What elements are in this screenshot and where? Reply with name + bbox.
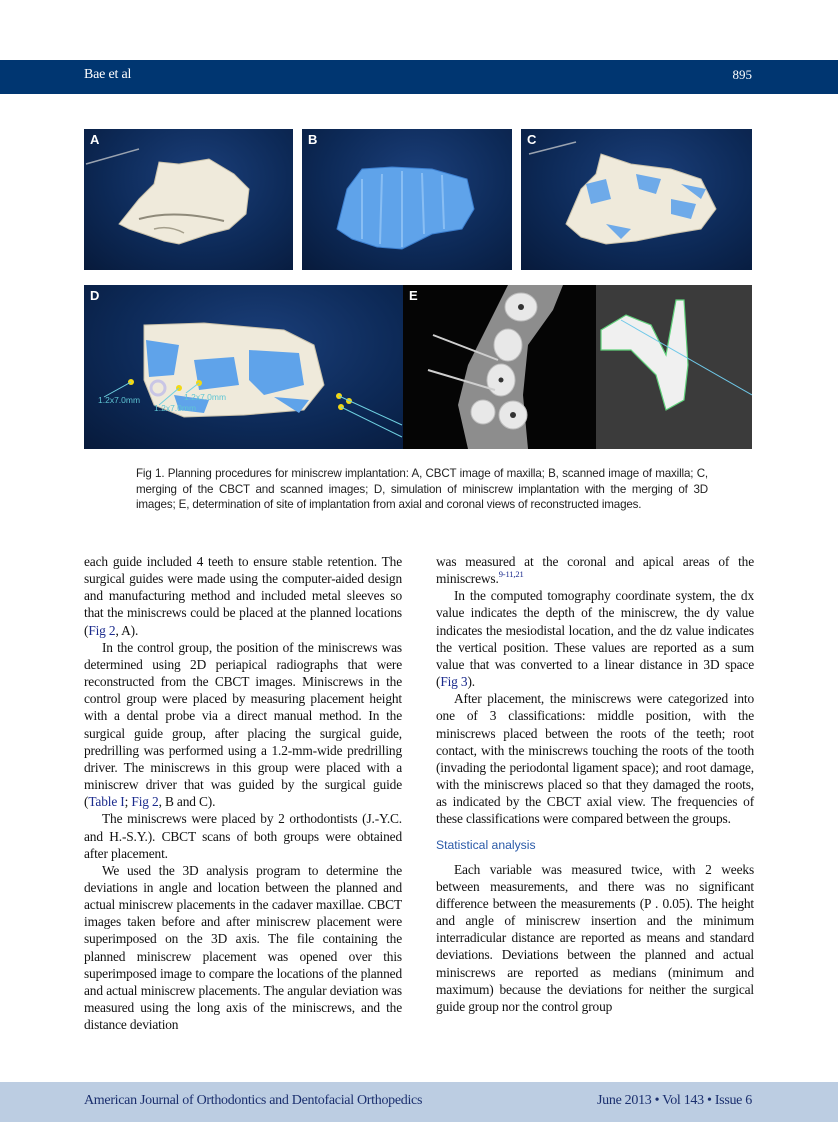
page-number: 895 — [732, 67, 752, 82]
paragraph: In the control group, the position of the miniscrews was determined using 2D periapical radiographs that were reconstructed from the CBCT images. Miniscrews in the control group were placed by measuring placement height with a dental probe via a direct manual method. In the surgical guide group, after placing the surgical guide, predrilling was performed using a 1.2-mm-wide predrilling driver. The miniscrews in this group were placed with a miniscrew driver that was guided by the surgical guide (Table I; Fig 2, B and C). — [84, 639, 402, 810]
paragraph: The miniscrews were placed by 2 orthodontists (J.-Y.C. and H.-S.Y.). CBCT scans of both groups were obtained after placement. — [84, 811, 402, 861]
running-footer — [0, 1082, 838, 1122]
reference-link[interactable]: 9-11,21 — [498, 569, 524, 580]
screw-annotation: 1.2x7.0mm — [154, 403, 197, 413]
table1-link[interactable]: Table I — [88, 794, 125, 810]
paragraph: In the computed tomography coordinate system, the dx value indicates the depth of the miniscrew, the dy value indicates the mesiodistal location, and the dz value indicates the vertical position. These values are reported as a sum value that was converted to a linear distance in 3D space (Fig 3). — [436, 588, 754, 690]
section-heading: Statistical analysis — [436, 837, 536, 852]
paragraph: After placement, the miniscrews were categorized into one of 3 classifications: middle position, with the miniscrews placed between the roots of the teeth; root contact, with the miniscrews touching the roots of the tooth (invading the periodontal ligament space); and root damage, with the miniscrews placed so that they damaged the roots, as indicated by the CBCT axial view. The frequencies of these classifications were compared between the groups. — [436, 691, 754, 827]
panel-label-a: A — [90, 132, 100, 147]
paragraph: each guide included 4 teeth to ensure stable retention. The surgical guides were made using the computer-aided design and manufacturing method and included metal sleeves so that the miniscrews could be placed at the planned locations (Fig 2, A). — [84, 554, 402, 638]
panel-label-e: E — [409, 288, 418, 303]
fig3-link[interactable]: Fig 3 — [440, 674, 468, 690]
fig2-link[interactable]: Fig 2 — [131, 794, 159, 810]
figure-caption: Fig 1. Planning procedures for miniscrew implantation: A, CBCT image of maxilla; B, scanned image of maxilla; C, merging of the CBCT and scanned images; D, simulation of miniscrew implantation with the merging of 3D images; E, determination of site of implantation from axial and coronal views of reconstructed images. — [136, 467, 708, 512]
screw-annotation: 1.2x7.0mm — [98, 395, 141, 405]
merged-render — [521, 129, 752, 270]
panel-label-d: D — [90, 288, 100, 303]
fig2-link[interactable]: Fig 2 — [88, 622, 116, 638]
figure-panel-d — [84, 285, 403, 449]
issue-info: June 2013 • Vol 143 • Issue 6 — [597, 1093, 752, 1108]
panel-label-c: C — [527, 132, 537, 147]
journal-name: American Journal of Orthodontics and Dentofacial Orthopedics — [84, 1093, 423, 1108]
header-authors: Bae et al — [84, 67, 132, 82]
paragraph: We used the 3D analysis program to determine the deviations in angle and location between the planned and actual miniscrew placements in the cadaver maxillae. CBCT images taken before and after miniscrew placement were superimposed on the 3D axis. The file containing the planned miniscrew placement was opened over this superimposed image to compare the locations of the planned and actual miniscrew placements. The angular deviation was measured using the long axis of the miniscrews, and the distance deviation — [84, 862, 402, 1033]
figure-panel-b — [302, 129, 512, 270]
maxilla-cbct-render — [84, 129, 293, 270]
screw-annotation: 1.2x7.0mm — [184, 392, 227, 402]
axial-ct-view — [403, 285, 596, 449]
paragraph: was measured at the coronal and apical areas of the miniscrews.$^{9-11,21}$ — [436, 554, 754, 587]
left-column — [84, 553, 402, 1033]
maxilla-scan-render — [302, 129, 512, 270]
figure-panel-e-axial — [403, 285, 596, 449]
running-header — [0, 60, 838, 94]
panel-label-b: B — [308, 132, 318, 147]
paragraph: Each variable was measured twice, with 2 weeks between measurements, and there was no significant difference between the measurements (P . 0.05). The height and angle of miniscrew insertion and the minimum interradicular distance are reported as means and standard deviations. Deviations between the planned and actual miniscrews are reported as medians (minimum and maximum) because the deviations for neither the surgical guide group nor the control group — [436, 861, 754, 1014]
coronal-ct-view — [596, 285, 752, 449]
figure-panel-c — [521, 129, 752, 270]
right-column — [436, 553, 754, 1015]
figure-panel-e-coronal — [596, 285, 752, 449]
implantation-simulation-render — [84, 285, 403, 449]
figure-panel-a — [84, 129, 293, 270]
